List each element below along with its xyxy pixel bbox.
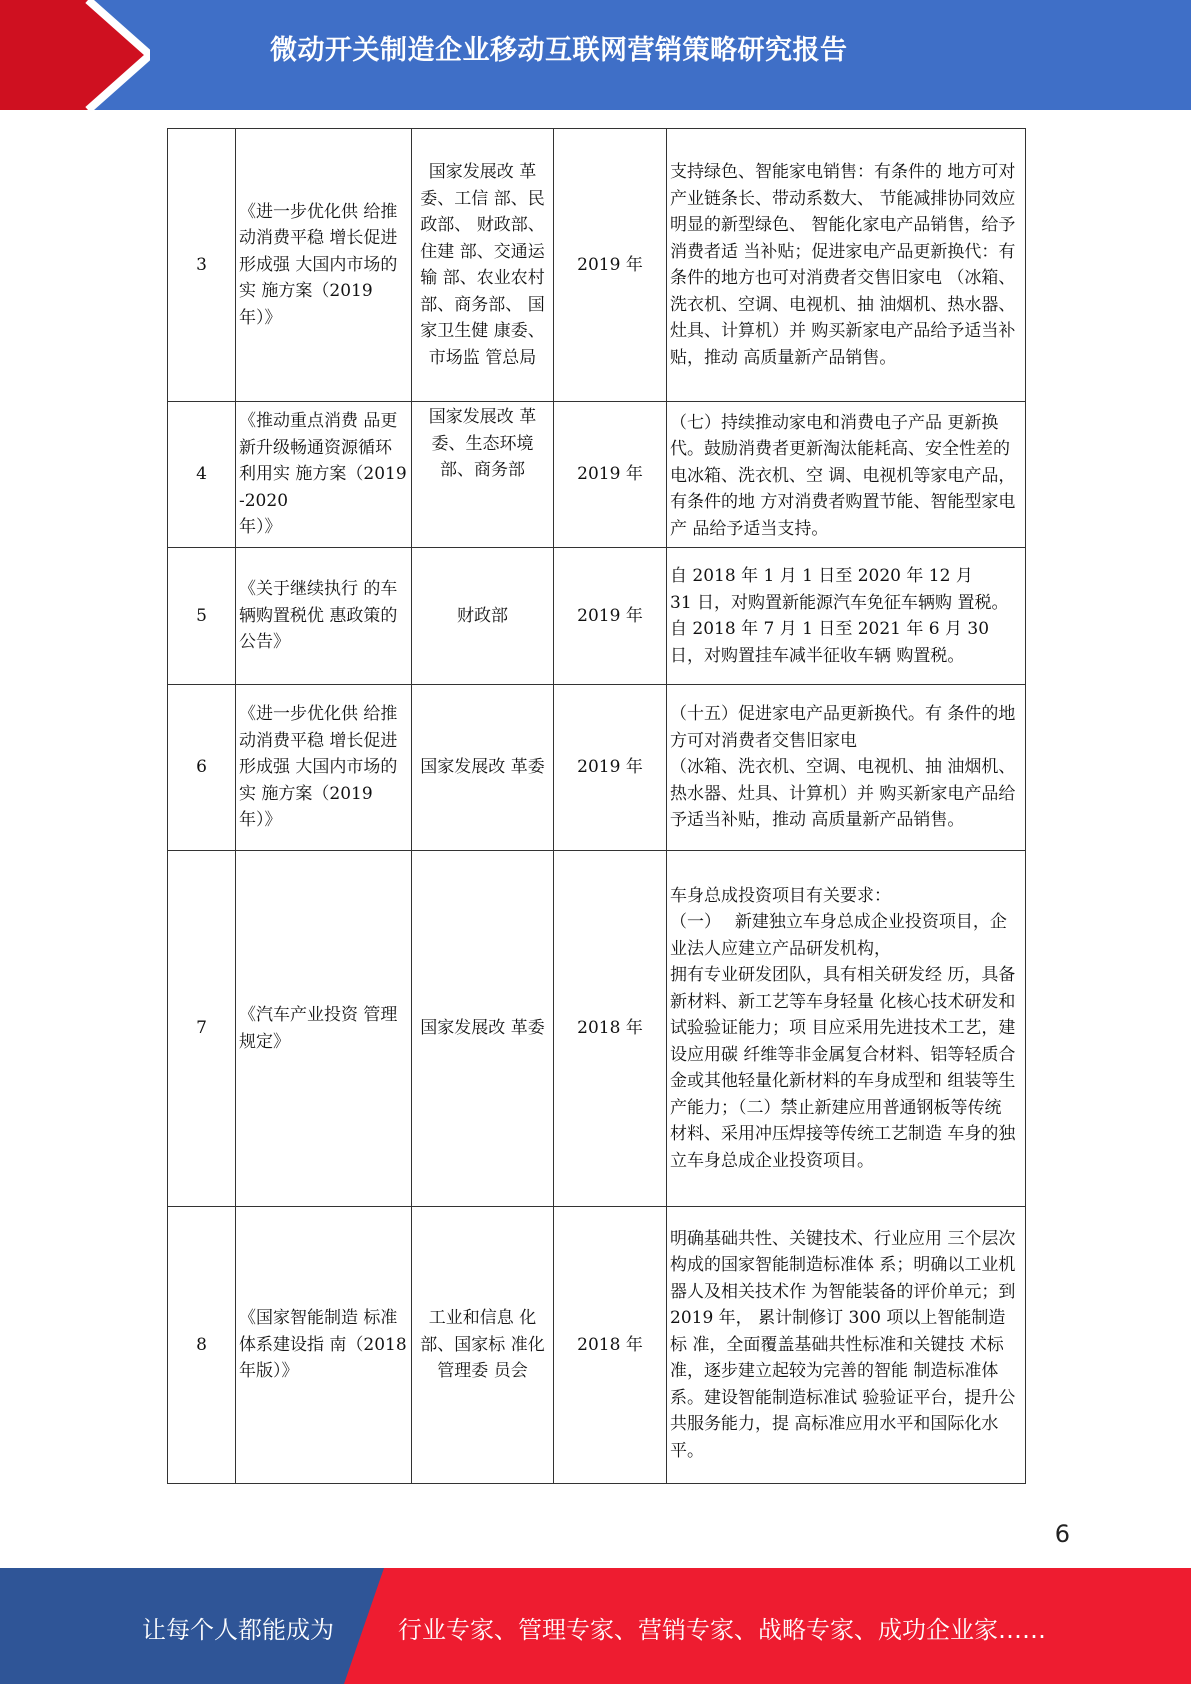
table-row [168,402,1026,548]
issue-year: 2018 年 [554,851,667,1207]
policy-content: 明确基础共性、关键技术、行业应用 三个层次构成的国家智能制造标准体 系；明确以工业机器人及相关技术作 为智能装备的评价单元；到 2019 年， 累计制修订 300 项以上智能制造标 准，全面覆盖基础共性标准和关键技 术标准，逐步建立起较为完善的智能 制造标准体系。建设智能制造标准试 验验证平台，提升公共服务能力，提 高标准应用水平和国际化水平。 [667,1207,1026,1484]
policy-name: 《进一步优化供 给推动消费平稳 增长促进形成强 大国内市场的实 施方案（2019 年）》 [236,129,412,402]
issuing-department: 财政部 [412,548,554,685]
page-number: 6 [1054,1520,1070,1548]
table-row [168,548,1026,685]
policy-content: （十五）促进家电产品更新换代。有 条件的地方可对消费者交售旧家电 （冰箱、洗衣机、空调、电视机、抽 油烟机、热水器、灶具、计算机）并 购买新家电产品给予适当补贴，推动 高质量新产品销售。 [667,685,1026,851]
policy-content: 车身总成投资项目有关要求： （一） 新建独立车身总成企业投资项目，企业法人应建立产品研发机构， 拥有专业研发团队，具有相关研发经 历，具备新材料、新工艺等车身轻量 化核心技术研发和试验验证能力；项 目应采用先进技术工艺，建设应用碳 纤维等非金属复合材料、铝等轻质合 金或其他轻量化新材料的车身成型和 组装等生产能力；（二）禁止新建应用普通钢板等传统 材料、采用冲压焊接等传统工艺制造 车身的独立车身总成企业投资项目。 [667,851,1026,1207]
issuing-department: 国家发展改 革委、生态环境部、商务部 [412,402,554,548]
policy-content: 自 2018 年 1 月 1 日至 2020 年 12 月 31 日，对购置新能源汽车免征车辆购 置税。自 2018 年 7 月 1 日至 2021 年 6 月 30 日，对购置挂车减半征收车辆 购置税。 [667,548,1026,685]
row-number: 8 [168,1207,236,1484]
issuing-department: 国家发展改 革委、工信 部、民政部、 财政部、住建 部、交通运输 部、农业农村 部、商务部、 国家卫生健 康委、市场监 管总局 [412,129,554,402]
page-footer [0,1568,1191,1684]
row-number: 6 [168,685,236,851]
footer-slogan-right: 行业专家、管理专家、营销专家、战略专家、成功企业家…… [398,1616,1046,1644]
table-row [168,129,1026,402]
policy-name: 《关于继续执行 的车辆购置税优 惠政策的公告》 [236,548,412,685]
policy-name: 《进一步优化供 给推动消费平稳 增长促进形成强 大国内市场的实 施方案（2019 年）》 [236,685,412,851]
policy-content: （七）持续推动家电和消费电子产品 更新换代。鼓励消费者更新淘汰能耗高、安全性差的电冰箱、洗衣机、空 调、电视机等家电产品，有条件的地 方对消费者购置节能、智能型家电产 品给予适当支持。 [667,402,1026,548]
table-row [168,685,1026,851]
row-number: 3 [168,129,236,402]
report-title: 微动开关制造企业移动互联网营销策略研究报告 [270,35,848,66]
issuing-department: 国家发展改 革委 [412,685,554,851]
table-row [168,851,1026,1207]
policy-name: 《汽车产业投资 管理规定》 [236,851,412,1207]
footer-slogan-left: 让每个人都能成为 [142,1616,334,1644]
policy-content: 支持绿色、智能家电销售：有条件的 地方可对产业链条长、带动系数大、 节能减排协同效应明显的新型绿色、 智能化家电产品销售，给予消费者适 当补贴；促进家电产品更新换代：有 条件的地方也可对消费者交售旧家电 （冰箱、洗衣机、空调、电视机、抽 油烟机、热水器、灶具、计算机）并 购买新家电产品给予适当补贴，推动 高质量新产品销售。 [667,129,1026,402]
table-row [168,1207,1026,1484]
issue-year: 2019 年 [554,129,667,402]
row-number: 5 [168,548,236,685]
header-accent-chevron [0,0,150,110]
issuing-department: 工业和信息 化部、国家标 准化管理委 员会 [412,1207,554,1484]
issue-year: 2018 年 [554,1207,667,1484]
policy-name: 《国家智能制造 标准体系建设指 南（2018 年版）》 [236,1207,412,1484]
issue-year: 2019 年 [554,402,667,548]
policy-name: 《推动重点消费 品更新升级畅通资源循环利用实 施方案（2019-2020 年）》 [236,402,412,548]
policy-table [167,128,1026,1484]
issue-year: 2019 年 [554,548,667,685]
issuing-department: 国家发展改 革委 [412,851,554,1207]
issue-year: 2019 年 [554,685,667,851]
page-header [0,0,1191,110]
row-number: 4 [168,402,236,548]
row-number: 7 [168,851,236,1207]
